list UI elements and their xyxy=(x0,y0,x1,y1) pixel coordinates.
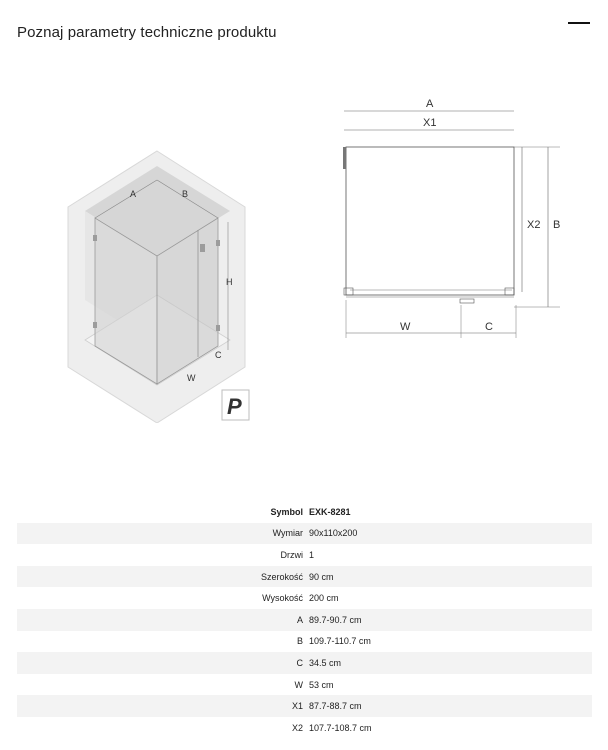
spec-label: A xyxy=(17,609,307,631)
door-handle xyxy=(460,299,474,303)
spec-row xyxy=(17,631,592,653)
p-badge-letter: P xyxy=(227,394,242,419)
spec-value: 200 cm xyxy=(309,593,339,604)
hinge xyxy=(216,325,220,331)
label-a: A xyxy=(426,98,434,110)
spec-row xyxy=(17,695,592,717)
spec-row xyxy=(17,523,592,545)
spec-row xyxy=(17,609,592,631)
hinge xyxy=(93,235,97,241)
spec-label: C xyxy=(17,652,307,674)
spec-value: 34.5 cm xyxy=(307,652,592,674)
spec-label: X2 xyxy=(291,722,303,733)
spec-row xyxy=(17,544,592,566)
spec-row xyxy=(17,717,592,739)
spec-table xyxy=(17,501,592,739)
spec-value: 89.7-90.7 cm xyxy=(307,609,592,631)
label-x2: X2 xyxy=(527,219,541,231)
hinge xyxy=(93,322,97,328)
spec-row xyxy=(17,566,592,588)
spec-label: Wymiar xyxy=(17,523,307,545)
menu-icon[interactable] xyxy=(568,22,590,24)
spec-row xyxy=(17,674,592,696)
spec-value: 107.7-108.7 cm xyxy=(309,722,372,733)
spec-value: 90x110x200 xyxy=(307,523,592,545)
wall-profile xyxy=(343,147,346,169)
spec-label: Szerokość xyxy=(17,566,307,588)
spec-label: X1 xyxy=(17,695,307,717)
label-x1: X1 xyxy=(423,117,437,129)
door-hinge xyxy=(344,288,353,295)
label-c: C xyxy=(485,321,493,333)
spec-value: 87.7-88.7 cm xyxy=(307,695,592,717)
page-title: Poznaj parametry techniczne produktu xyxy=(17,24,277,41)
spec-row xyxy=(17,587,592,609)
label-w: W xyxy=(187,373,196,383)
spec-row xyxy=(17,501,592,523)
label-w: W xyxy=(400,321,411,333)
hinge xyxy=(216,240,220,246)
label-b: B xyxy=(553,219,561,231)
technical-drawing xyxy=(335,92,565,342)
spec-value: EXK-8281 xyxy=(309,506,351,517)
spec-label: Symbol xyxy=(270,506,303,517)
spec-row xyxy=(17,652,592,674)
spec-label: W xyxy=(294,679,303,690)
isometric-diagram xyxy=(60,148,250,423)
spec-value: 1 xyxy=(309,549,315,560)
label-h: H xyxy=(226,277,233,287)
spec-value: 53 cm xyxy=(309,679,334,690)
door-handle xyxy=(200,244,205,252)
enclosure-outline xyxy=(346,147,514,295)
spec-value: 90 cm xyxy=(307,566,592,588)
door-hinge xyxy=(505,288,514,295)
spec-label: Wysokość xyxy=(262,593,303,604)
label-a: A xyxy=(130,189,137,199)
label-b: B xyxy=(182,189,189,199)
spec-label: Drzwi xyxy=(280,549,303,560)
spec-label: B xyxy=(296,636,303,647)
label-c: C xyxy=(215,350,222,360)
spec-value: 109.7-110.7 cm xyxy=(309,636,371,647)
